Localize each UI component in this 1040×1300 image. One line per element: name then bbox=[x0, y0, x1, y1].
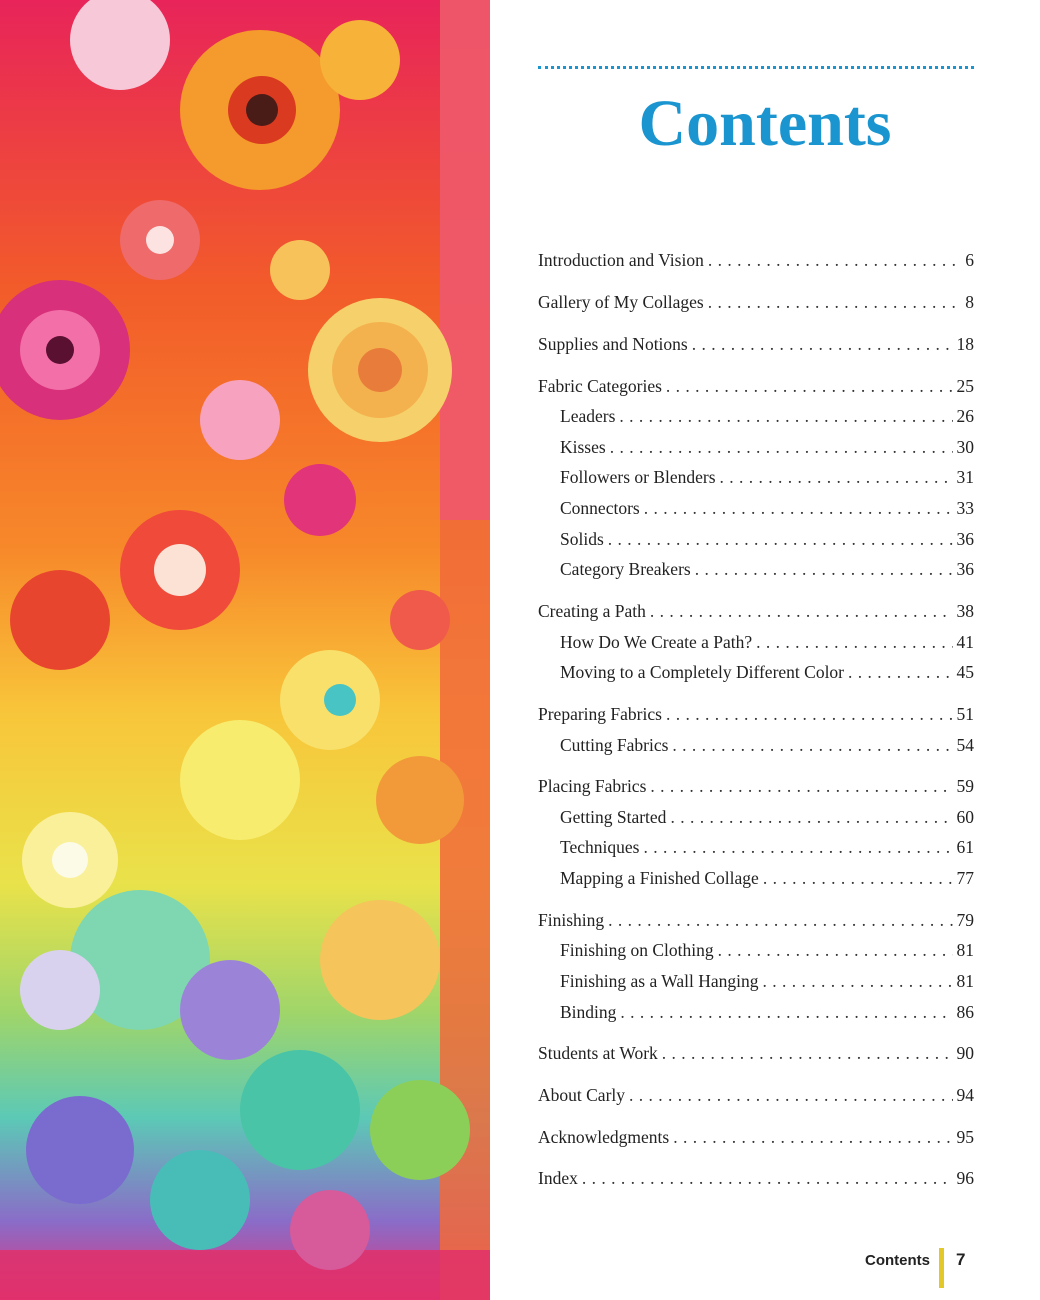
dot-leader bbox=[670, 804, 952, 830]
dot-leader bbox=[720, 464, 953, 490]
toc-entry-label: Finishing on Clothing bbox=[560, 940, 714, 960]
dot-leader bbox=[848, 659, 952, 685]
toc-entry-label: Moving to a Completely Different Color bbox=[560, 662, 845, 682]
toc-entry-page: 61 bbox=[956, 837, 974, 857]
toc-entry-label: Leaders bbox=[560, 406, 616, 426]
dot-leader bbox=[650, 773, 952, 799]
toc-entry-page: 94 bbox=[956, 1085, 974, 1105]
toc-entry-label: Introduction and Vision bbox=[538, 250, 704, 270]
toc-entry[interactable] bbox=[560, 865, 974, 891]
toc-entry-page: 26 bbox=[956, 406, 974, 426]
toc-entry[interactable] bbox=[538, 1082, 974, 1108]
contents-page bbox=[490, 0, 1040, 1300]
dot-leader bbox=[672, 732, 952, 758]
toc-entry-label: Finishing bbox=[538, 910, 605, 930]
toc-entry[interactable] bbox=[560, 526, 974, 552]
toc-entry-page: 33 bbox=[956, 498, 974, 518]
dot-leader bbox=[608, 907, 952, 933]
toc-entry[interactable] bbox=[560, 937, 974, 963]
toc-entry[interactable] bbox=[560, 968, 974, 994]
toc-entry-label: Category Breakers bbox=[560, 559, 691, 579]
toc-entry-page: 38 bbox=[956, 601, 974, 621]
toc-entry-label: Kisses bbox=[560, 437, 606, 457]
dot-leader bbox=[666, 701, 953, 727]
toc-entry-page: 31 bbox=[956, 467, 974, 487]
quilt-collage-image bbox=[0, 0, 490, 1300]
toc-entry-page: 8 bbox=[965, 292, 974, 312]
toc-entry-label: Acknowledgments bbox=[538, 1127, 670, 1147]
toc-entry-label: Mapping a Finished Collage bbox=[560, 868, 759, 888]
dot-leader bbox=[708, 289, 962, 315]
toc-entry-label: Cutting Fabrics bbox=[560, 735, 669, 755]
toc-entry-page: 6 bbox=[965, 250, 974, 270]
dot-leader bbox=[608, 526, 953, 552]
dot-leader bbox=[708, 247, 961, 273]
dot-leader bbox=[629, 1082, 952, 1108]
toc-entry[interactable] bbox=[538, 1124, 974, 1150]
toc-entry-page: 54 bbox=[956, 735, 974, 755]
toc-entry[interactable] bbox=[560, 629, 974, 655]
toc-entry-page: 30 bbox=[956, 437, 974, 457]
toc-entry[interactable] bbox=[538, 373, 974, 399]
dot-leader bbox=[610, 434, 953, 460]
toc-entry-label: Connectors bbox=[560, 498, 640, 518]
toc-entry-label: Placing Fabrics bbox=[538, 776, 647, 796]
dot-leader bbox=[763, 865, 953, 891]
toc-entry-page: 36 bbox=[956, 529, 974, 549]
toc-entry[interactable] bbox=[538, 289, 974, 315]
dot-leader bbox=[756, 629, 952, 655]
toc-entry-page: 45 bbox=[956, 662, 974, 682]
toc-entry-page: 79 bbox=[956, 910, 974, 930]
dot-leader bbox=[695, 556, 953, 582]
toc-entry[interactable] bbox=[560, 495, 974, 521]
toc-entry-label: Techniques bbox=[560, 837, 640, 857]
toc-entry-page: 96 bbox=[956, 1168, 974, 1188]
dotted-rule bbox=[538, 66, 974, 69]
toc-entry[interactable] bbox=[560, 556, 974, 582]
dot-leader bbox=[582, 1165, 953, 1191]
toc-entry[interactable] bbox=[560, 804, 974, 830]
toc-entry[interactable] bbox=[538, 247, 974, 273]
toc-entry-page: 90 bbox=[956, 1043, 974, 1063]
toc-entry-label: Followers or Blenders bbox=[560, 467, 716, 487]
toc-entry-page: 51 bbox=[956, 704, 974, 724]
toc-entry-label: Getting Started bbox=[560, 807, 667, 827]
toc-entry-label: Supplies and Notions bbox=[538, 334, 688, 354]
toc-entry-label: Students at Work bbox=[538, 1043, 658, 1063]
toc-entry[interactable] bbox=[560, 999, 974, 1025]
toc-entry[interactable] bbox=[538, 701, 974, 727]
dot-leader bbox=[643, 834, 952, 860]
toc-entry-page: 77 bbox=[956, 868, 974, 888]
dot-leader bbox=[619, 403, 952, 429]
toc-entry[interactable] bbox=[560, 834, 974, 860]
toc-entry-label: Gallery of My Collages bbox=[538, 292, 704, 312]
toc-entry-label: Preparing Fabrics bbox=[538, 704, 662, 724]
toc-entry[interactable] bbox=[538, 598, 974, 624]
footer-divider-bar bbox=[939, 1248, 944, 1288]
toc-entry-label: Fabric Categories bbox=[538, 376, 662, 396]
toc-entry-label: Index bbox=[538, 1168, 578, 1188]
toc-entry[interactable] bbox=[538, 1165, 974, 1191]
toc-entry[interactable] bbox=[560, 464, 974, 490]
toc-entry[interactable] bbox=[538, 331, 974, 357]
dot-leader bbox=[718, 937, 953, 963]
dot-leader bbox=[692, 331, 953, 357]
toc-entry-page: 95 bbox=[956, 1127, 974, 1147]
dot-leader bbox=[662, 1040, 953, 1066]
toc-entry-page: 25 bbox=[956, 376, 974, 396]
toc-entry-label: How Do We Create a Path? bbox=[560, 632, 753, 652]
toc-entry[interactable] bbox=[560, 434, 974, 460]
toc-entry-page: 60 bbox=[956, 807, 974, 827]
toc-entry[interactable] bbox=[560, 659, 974, 685]
toc-entry-page: 59 bbox=[956, 776, 974, 796]
toc-entry[interactable] bbox=[560, 732, 974, 758]
dot-leader bbox=[666, 373, 953, 399]
toc-entry[interactable] bbox=[538, 1040, 974, 1066]
toc-entry-page: 41 bbox=[956, 632, 974, 652]
toc-entry[interactable] bbox=[538, 773, 974, 799]
toc-entry-label: Binding bbox=[560, 1002, 617, 1022]
page-title: Contents bbox=[638, 87, 892, 160]
footer-page-number: 7 bbox=[956, 1250, 966, 1269]
toc-entry-label: Solids bbox=[560, 529, 604, 549]
dot-leader bbox=[673, 1124, 952, 1150]
dot-leader bbox=[644, 495, 953, 521]
toc-entry-page: 81 bbox=[956, 940, 974, 960]
toc-entry-page: 86 bbox=[956, 1002, 974, 1022]
toc-entry-label: Creating a Path bbox=[538, 601, 646, 621]
toc-entry-page: 18 bbox=[956, 334, 974, 354]
page-footer bbox=[490, 1248, 1040, 1288]
toc-entry-page: 81 bbox=[956, 971, 974, 991]
dot-leader bbox=[763, 968, 953, 994]
dot-leader bbox=[650, 598, 953, 624]
toc-entry[interactable] bbox=[560, 403, 974, 429]
toc-entry-label: About Carly bbox=[538, 1085, 626, 1105]
toc-entry-page: 36 bbox=[956, 559, 974, 579]
dot-leader bbox=[620, 999, 952, 1025]
footer-section-label: Contents bbox=[865, 1252, 930, 1269]
toc-entry[interactable] bbox=[538, 907, 974, 933]
toc-entry-label: Finishing as a Wall Hanging bbox=[560, 971, 759, 991]
